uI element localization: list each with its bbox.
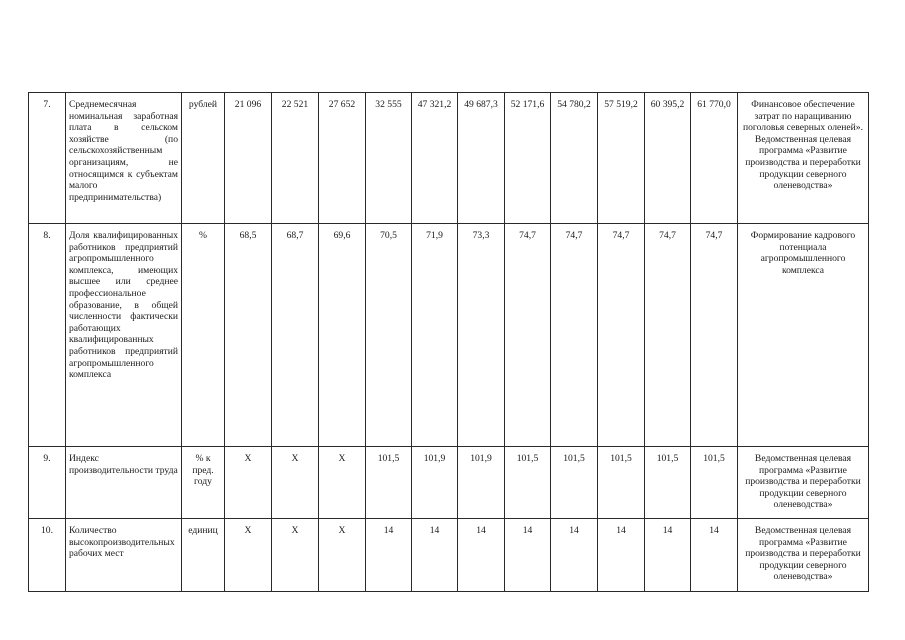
value-cell: 74,7 bbox=[505, 224, 551, 447]
unit: единиц bbox=[182, 519, 225, 592]
indicator-name: Среднемесячная номинальная заработная плата в сельском хозяйстве (по сельскохозяйственным организациям, не относящимся к субъектам малого предпринимательства) bbox=[66, 93, 182, 224]
value-cell: Х bbox=[319, 519, 366, 592]
value-cell: 71,9 bbox=[412, 224, 458, 447]
value-cell: 101,5 bbox=[598, 447, 645, 519]
program-note: Формирование кадрового потенциала агропромышленного комплекса bbox=[738, 224, 869, 447]
value-cell: 70,5 bbox=[366, 224, 412, 447]
value-cell: 14 bbox=[598, 519, 645, 592]
value-cell: 14 bbox=[458, 519, 505, 592]
value-cell: 27 652 bbox=[319, 93, 366, 224]
table-row bbox=[29, 224, 869, 447]
indicator-name: Количество высокопроизводительных рабочих мест bbox=[66, 519, 182, 592]
value-cell: Х bbox=[319, 447, 366, 519]
program-note: Ведомственная целевая программа «Развитие производства и переработки продукции северного оленеводства» bbox=[738, 519, 869, 592]
value-cell: 74,7 bbox=[645, 224, 691, 447]
value-cell: Х bbox=[272, 519, 319, 592]
program-note: Финансовое обеспечение затрат по наращиванию поголовья северных оленей». Ведомственная целевая программа «Развитие производства и переработки продукции северного оленеводства» bbox=[738, 93, 869, 224]
table-row bbox=[29, 447, 869, 519]
value-cell: 14 bbox=[691, 519, 738, 592]
value-cell: 22 521 bbox=[272, 93, 319, 224]
value-cell: 69,6 bbox=[319, 224, 366, 447]
value-cell: 101,5 bbox=[366, 447, 412, 519]
value-cell: Х bbox=[225, 447, 272, 519]
row-number: 10. bbox=[29, 519, 66, 592]
value-cell: 14 bbox=[505, 519, 551, 592]
value-cell: 61 770,0 bbox=[691, 93, 738, 224]
unit: % к пред. году bbox=[182, 447, 225, 519]
row-number: 7. bbox=[29, 93, 66, 224]
row-number: 8. bbox=[29, 224, 66, 447]
value-cell: 101,5 bbox=[645, 447, 691, 519]
table-row bbox=[29, 519, 869, 592]
value-cell: 54 780,2 bbox=[551, 93, 598, 224]
value-cell: Х bbox=[272, 447, 319, 519]
value-cell: 14 bbox=[551, 519, 598, 592]
value-cell: 73,3 bbox=[458, 224, 505, 447]
value-cell: 47 321,2 bbox=[412, 93, 458, 224]
value-cell: 57 519,2 bbox=[598, 93, 645, 224]
value-cell: 101,9 bbox=[412, 447, 458, 519]
program-note: Ведомственная целевая программа «Развитие производства и переработки продукции северного оленеводства» bbox=[738, 447, 869, 519]
value-cell: 68,7 bbox=[272, 224, 319, 447]
value-cell: 14 bbox=[366, 519, 412, 592]
value-cell: 60 395,2 bbox=[645, 93, 691, 224]
value-cell: 14 bbox=[645, 519, 691, 592]
value-cell: 101,5 bbox=[551, 447, 598, 519]
value-cell: 74,7 bbox=[551, 224, 598, 447]
unit: рублей bbox=[182, 93, 225, 224]
value-cell: Х bbox=[225, 519, 272, 592]
row-number: 9. bbox=[29, 447, 66, 519]
value-cell: 74,7 bbox=[598, 224, 645, 447]
table-row bbox=[29, 93, 869, 224]
value-cell: 68,5 bbox=[225, 224, 272, 447]
indicator-table bbox=[28, 92, 869, 592]
value-cell: 74,7 bbox=[691, 224, 738, 447]
value-cell: 101,5 bbox=[505, 447, 551, 519]
value-cell: 101,9 bbox=[458, 447, 505, 519]
value-cell: 32 555 bbox=[366, 93, 412, 224]
value-cell: 101,5 bbox=[691, 447, 738, 519]
indicator-name: Индекс производительности труда bbox=[66, 447, 182, 519]
unit: % bbox=[182, 224, 225, 447]
indicator-name: Доля квалифицированных работников предприятий агропромышленного комплекса, имеющих высшее или среднее профессиональное образование, в общей численности фактически работающих квалифицированных работников предприятий агропромышленного комплекса bbox=[66, 224, 182, 447]
value-cell: 49 687,3 bbox=[458, 93, 505, 224]
value-cell: 14 bbox=[412, 519, 458, 592]
value-cell: 21 096 bbox=[225, 93, 272, 224]
value-cell: 52 171,6 bbox=[505, 93, 551, 224]
